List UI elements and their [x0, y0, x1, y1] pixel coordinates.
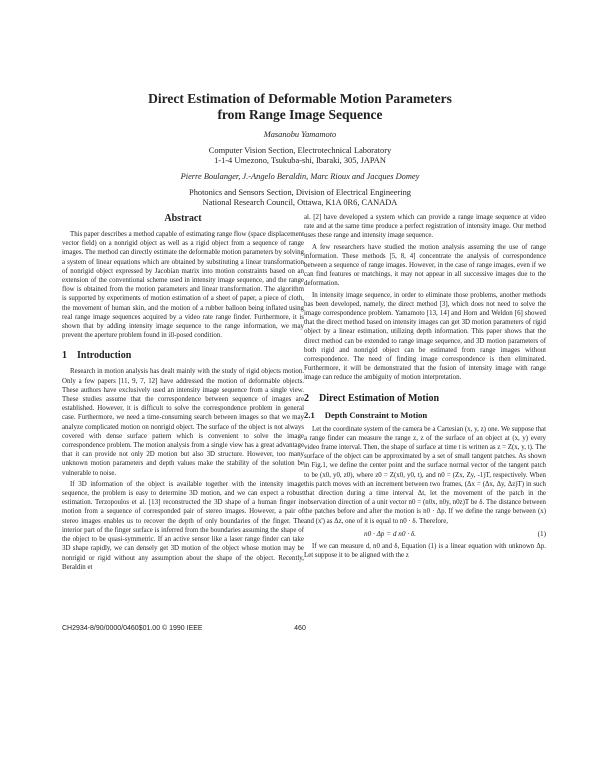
equation-1-body: n0 · Δp = d n0 · δ. [364, 529, 416, 538]
affiliation-2-line1: Photonics and Sensors Section, Division of Electrical Engineering [189, 188, 411, 197]
section-1-heading [62, 350, 304, 361]
page-number: 460 [294, 625, 306, 632]
subsection-2-1-heading [304, 410, 546, 420]
intro-paragraph-1: Research in motion analysis has dealt mainly with the study of rigid objects motion. Only a few papers [11, 9, 7, 12] have addressed the motion of deformable objects. These authors have exclusively used an intensity image sequence from a single view. These studies assume that the correspondence between sequence of images are established. However, it is difficult to solve the correspondence problem in general case. Furthermore, we need a time-consuming search between images so that we may analyze complicated motion on nonrigid object. The surface of the object is not always covered with dense surface pattern which is convenient to solve the image correspondence problem. The motion analysis from a single view has a great advantage that it can provide not only 2D motion but also 3D structure. However, too many unknown motion parameters and depth values make the stability of the solution be vulnerable to noise. [62, 368, 304, 477]
copyright-line: CH2934-8/90/0000/0460$01.00 © 1990 IEEE [62, 625, 203, 632]
left-column [62, 213, 304, 574]
intro-paragraph-2: If 3D information of the object is available together with the intensity image sequence, the problem is easy to determine 3D motion, and we can expect a robust estimation. Terzopoulos et al. [13] reconstructed the 3D shape of a human finger in motion from a sequence of corresponded pair of stereo images. However, a pair of stereo images enables us to recover the depth of only boundaries of the finger. The interior part of the finger surface is inferred from the boundaries assuming the shape of the object to be quasi-symmetric. If an active sensor like a laser range finder can take 3D shape rapidly, we can densely get 3D motion of the object whose motion may be nonrigid or rigid without any assumption about the shape of the object. Recently, Beraldin et [62, 480, 304, 571]
right-paragraph-3: In intensity image sequence, in order to eliminate those problems, another methods has been developed, namely, the direct method [3], which does not need to solve the image correspondence problem. Yamamoto [13, 14] and Horn and Weldon [6] showed that the direct method based on intensity images can get 3D motion parameters of rigid object by a linear estimation, utilizing depth information. This paper shows that the direct method can be extended to range image sequence, and 3D motion parameters of both rigid and nonrigid object can be estimated from range images without correspondence. The need of finding image correspondence is then eliminated. Furthermore, it will be demonstrated that the fusion of intensity image with range image can reduce the ambiguity of motion interpretation. [304, 291, 546, 382]
abstract-heading: Abstract [164, 213, 202, 224]
section-2-heading [304, 393, 546, 404]
right-column [304, 213, 546, 562]
affiliation-2-line2: National Research Council, Ottawa, K1A 0R6, CANADA [202, 198, 398, 207]
paper-title-line1: Direct Estimation of Deformable Motion Parameters [148, 91, 452, 106]
section-2-title: Direct Estimation of Motion [319, 392, 440, 404]
equation-1 [304, 530, 546, 538]
right-paragraph-4: Let the coordinate system of the camera be a Cartesian (x, y, z) one. We suppose that a range finder can measure the range z, z of the surface of an object at (x, y) every video frame interval. Then, the shape of surface at time t is written as z = Z(x, y, t). The surface of the object can be approximated by a set of small tangent patches. As shown in Fig.1, we define the center point and the surface normal vector of the tangent patch to be (x0, y0, z0), where z0 = Z(x0, y0, t), and n0 = (Zx, Zy, -1)T, respectively. When this patch moves with an increment between two frames, (Δx = (Δx, Δy, Δz)T) in such that direction during a time interval Δt, let the movement of the patch in the observation direction of a unit vector n0 = (n0x, n0y, n0z)T be δ. The distance between the patches before and after the motion is n0 · Δp. If we define the range between (x) and (x') as Δz, one of it is equal to n0 · δ. Therefore, [304, 425, 546, 525]
affiliation-1-line1: Computer Vision Section, Electrotechnical Laboratory [208, 146, 392, 155]
equation-1-number: (1) [537, 529, 546, 538]
affiliation-1-line2: 1-1-4 Umezono, Tsukuba-shi, Ibaraki, 305, JAPAN [214, 156, 386, 165]
section-1-title: Introduction [77, 350, 132, 362]
right-paragraph-2: A few researchers have studied the motion analysis assuming the use of range information. These methods [5, 8, 4] concentrate the analysis of correspondence between a sequence of range images. However, in the case of range images, even if we can find features or matchings, it may not appear in all successive images due to the deformation. [304, 243, 546, 288]
paper-title-line2: from Range Image Sequence [217, 107, 383, 122]
authors-2: Pierre Boulanger, J.-Angelo Beraldin, Marc Rioux and Jacques Domey [180, 172, 420, 181]
subsection-2-1-number: 2.1 [304, 409, 315, 420]
section-1-number: 1 [62, 350, 67, 362]
subsection-2-1-title: Depth Constraint to Motion [324, 409, 428, 420]
author-1: Masanobu Yamamoto [263, 130, 337, 139]
right-paragraph-5: If we can measure d, n0 and δ, Equation (1) is a linear equation with unknown Δp. Let suppose it to be aligned with the z [304, 542, 546, 560]
right-paragraph-1: al. [2] have developed a system which can provide a range image sequence at video rate and at the same time produce a perfect registration of intensity image. Our method uses these range and intensity image sequence. [304, 214, 546, 240]
abstract-text: This paper describes a method capable of estimating range flow (space displacement vector field) on a nonrigid object as well as a rigid object from a sequence of range images. The method can directly estimate the deformable motion parameters by solving a system of linear equations which are obtained by substituting a linear transformation of nonrigid object expressed by Jacobian matrix into motion constraints based on an extension of the conventional scheme used in intensity image sequence, and the range flow is obtained from the motion parameters and linear transformation. The algorithm is supported by experiments of motion estimation of a sheet of paper, a piece of cloth, the movement of human skin, and the motion of a rubber balloon being inflated using real range image sequences acquired by a video rate range finder. Furthermore, it is shown that by adding intensity image sequence to the range information, we may prevent the aperture problem found in ill-posed condition. [62, 231, 304, 340]
section-2-number: 2 [304, 392, 309, 404]
